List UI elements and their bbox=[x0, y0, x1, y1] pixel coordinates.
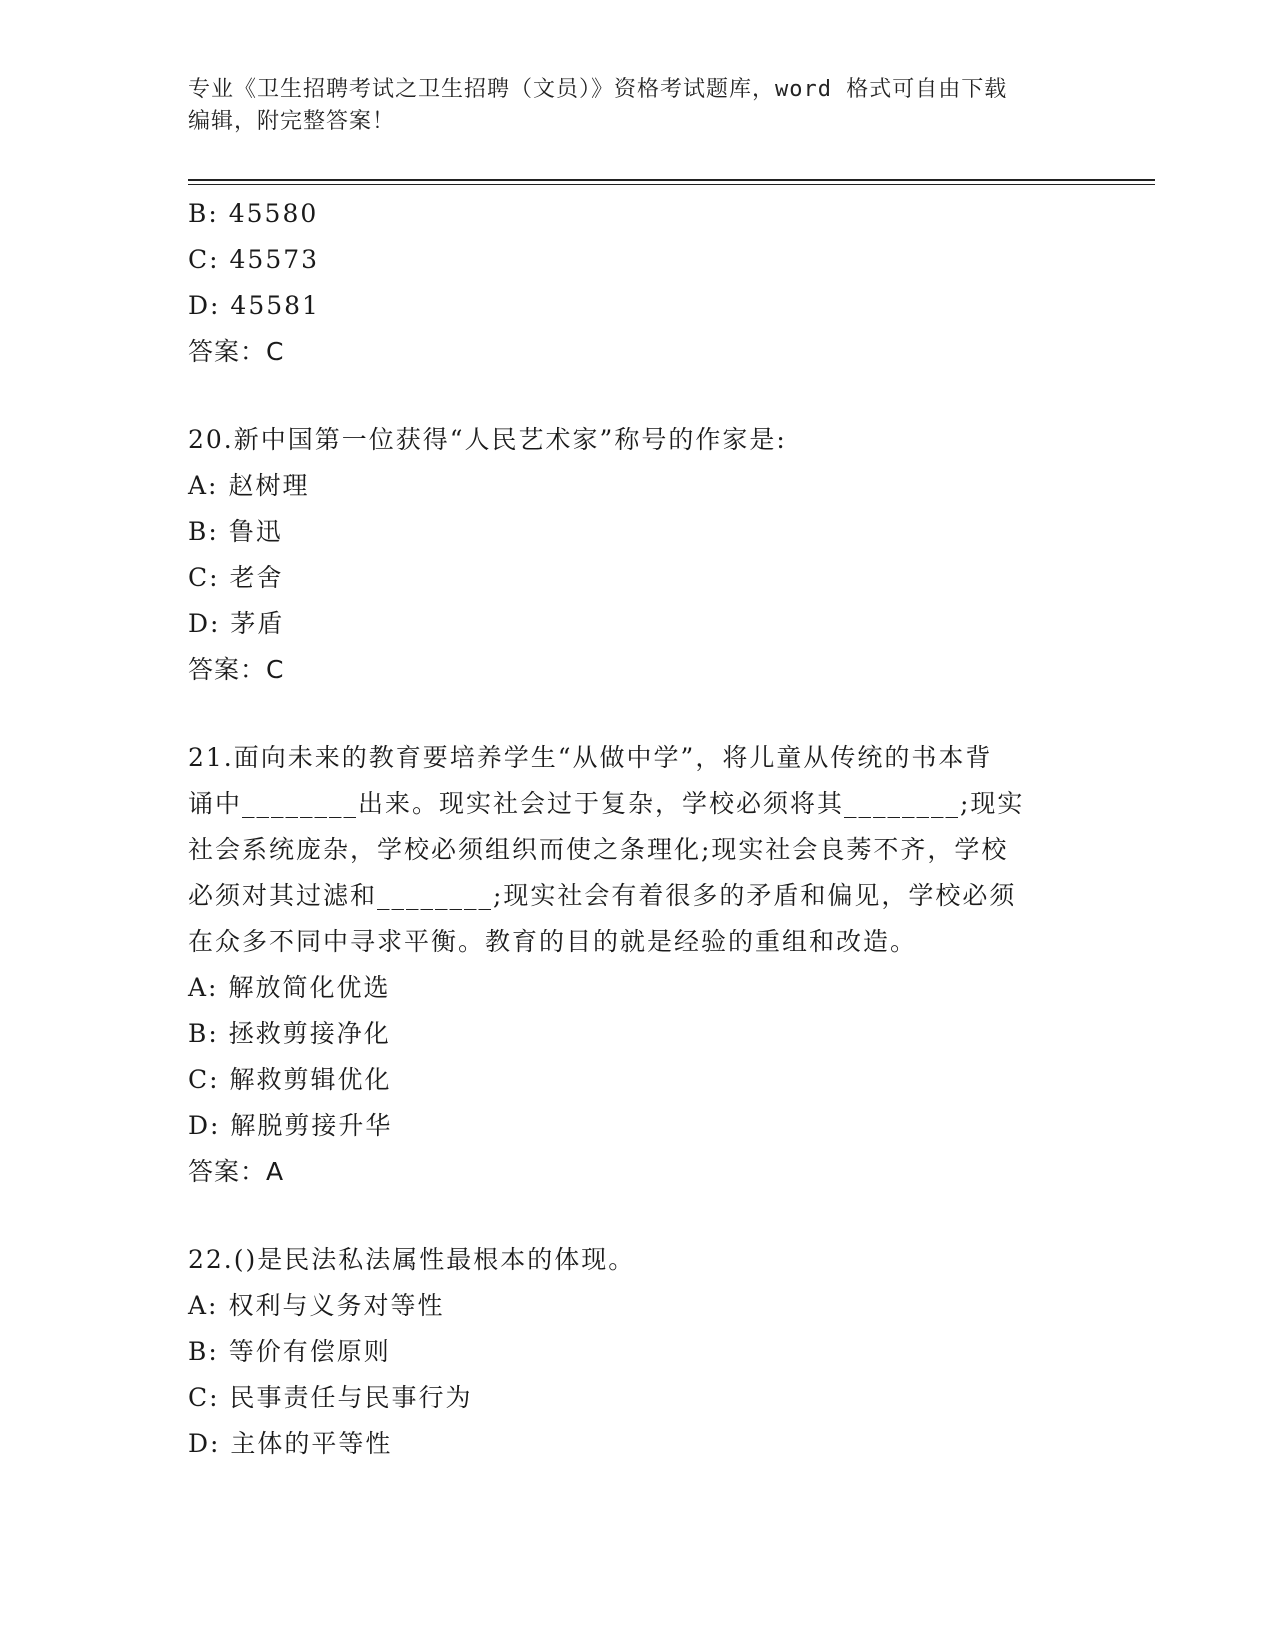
option-d bbox=[188, 601, 1088, 647]
option-label: B: bbox=[188, 1019, 219, 1048]
spacer bbox=[188, 375, 1088, 417]
option-c bbox=[188, 1057, 1088, 1103]
option-c bbox=[188, 555, 1088, 601]
option-b bbox=[188, 1329, 1088, 1375]
option-label: A: bbox=[188, 471, 219, 500]
question-line: 诵中________出来。现实社会过于复杂，学校必须将其________;现实 bbox=[188, 789, 1025, 818]
option-label: D: bbox=[188, 1111, 221, 1140]
option-text: 解救剪辑优化 bbox=[229, 1065, 392, 1094]
spacer bbox=[188, 1195, 1088, 1237]
question-20 bbox=[188, 417, 1088, 693]
option-text: 老舍 bbox=[229, 563, 284, 592]
question-line: 必须对其过滤和________;现实社会有着很多的矛盾和偏见，学校必须 bbox=[188, 881, 1017, 910]
question-21 bbox=[188, 735, 1088, 1195]
question-text bbox=[188, 417, 1088, 463]
option-text: 45573 bbox=[229, 245, 320, 274]
option-b bbox=[188, 191, 1088, 237]
question-line: 社会系统庞杂，学校必须组织而使之条理化;现实社会良莠不齐，学校 bbox=[188, 835, 1009, 864]
option-label: C: bbox=[188, 1065, 220, 1094]
option-label: B: bbox=[188, 517, 219, 546]
option-a bbox=[188, 1283, 1088, 1329]
option-c bbox=[188, 237, 1088, 283]
option-label: B: bbox=[188, 1337, 219, 1366]
option-label: A: bbox=[188, 1291, 219, 1320]
option-label: D: bbox=[188, 291, 221, 320]
question-text bbox=[188, 735, 1088, 965]
option-text: 茅盾 bbox=[230, 609, 285, 638]
spacer bbox=[188, 693, 1088, 735]
option-label: C: bbox=[188, 1383, 220, 1412]
option-d bbox=[188, 1103, 1088, 1149]
header-divider-thick bbox=[188, 179, 1155, 181]
option-label: C: bbox=[188, 245, 220, 274]
question-line: 21.面向未来的教育要培养学生“从做中学”，将儿童从传统的书本背 bbox=[188, 743, 993, 772]
question-line: 20.新中国第一位获得“人民艺术家”称号的作家是: bbox=[188, 425, 787, 454]
option-text: 权利与义务对等性 bbox=[228, 1291, 445, 1320]
option-text: 赵树理 bbox=[228, 471, 310, 500]
header-line-2: 编辑，附完整答案！ bbox=[188, 109, 396, 134]
option-text: 鲁迅 bbox=[228, 517, 283, 546]
question-line: 在众多不同中寻求平衡。教育的目的就是经验的重组和改造。 bbox=[188, 927, 918, 956]
answer-line: 答案：C bbox=[188, 337, 285, 366]
option-b bbox=[188, 1011, 1088, 1057]
option-d bbox=[188, 1421, 1088, 1467]
option-b bbox=[188, 509, 1088, 555]
option-text: 解放简化优选 bbox=[228, 973, 391, 1002]
header-divider-thin bbox=[188, 184, 1155, 185]
option-a bbox=[188, 965, 1088, 1011]
option-text: 45581 bbox=[230, 291, 320, 320]
option-c bbox=[188, 1375, 1088, 1421]
option-label: D: bbox=[188, 1429, 221, 1458]
answer-line: 答案：C bbox=[188, 655, 285, 684]
question-line: 22.()是民法私法属性最根本的体现。 bbox=[188, 1245, 636, 1274]
option-a bbox=[188, 463, 1088, 509]
option-label: A: bbox=[188, 973, 219, 1002]
option-text: 拯救剪接净化 bbox=[228, 1019, 391, 1048]
document-header bbox=[188, 74, 1088, 138]
option-text: 主体的平等性 bbox=[230, 1429, 393, 1458]
option-label: B: bbox=[188, 199, 219, 228]
option-text: 等价有偿原则 bbox=[228, 1337, 391, 1366]
option-text: 民事责任与民事行为 bbox=[229, 1383, 473, 1412]
option-label: D: bbox=[188, 609, 221, 638]
answer-line: 答案：A bbox=[188, 1157, 285, 1186]
prev-question-block bbox=[188, 191, 1088, 375]
question-content bbox=[188, 191, 1088, 1467]
question-text bbox=[188, 1237, 1088, 1283]
option-d bbox=[188, 283, 1088, 329]
option-text: 45580 bbox=[228, 199, 319, 228]
option-text: 解脱剪接升华 bbox=[230, 1111, 393, 1140]
question-22 bbox=[188, 1237, 1088, 1467]
header-line-1: 专业《卫生招聘考试之卫生招聘（文员）》资格考试题库，word 格式可自由下载 bbox=[188, 77, 1008, 102]
option-label: C: bbox=[188, 563, 220, 592]
